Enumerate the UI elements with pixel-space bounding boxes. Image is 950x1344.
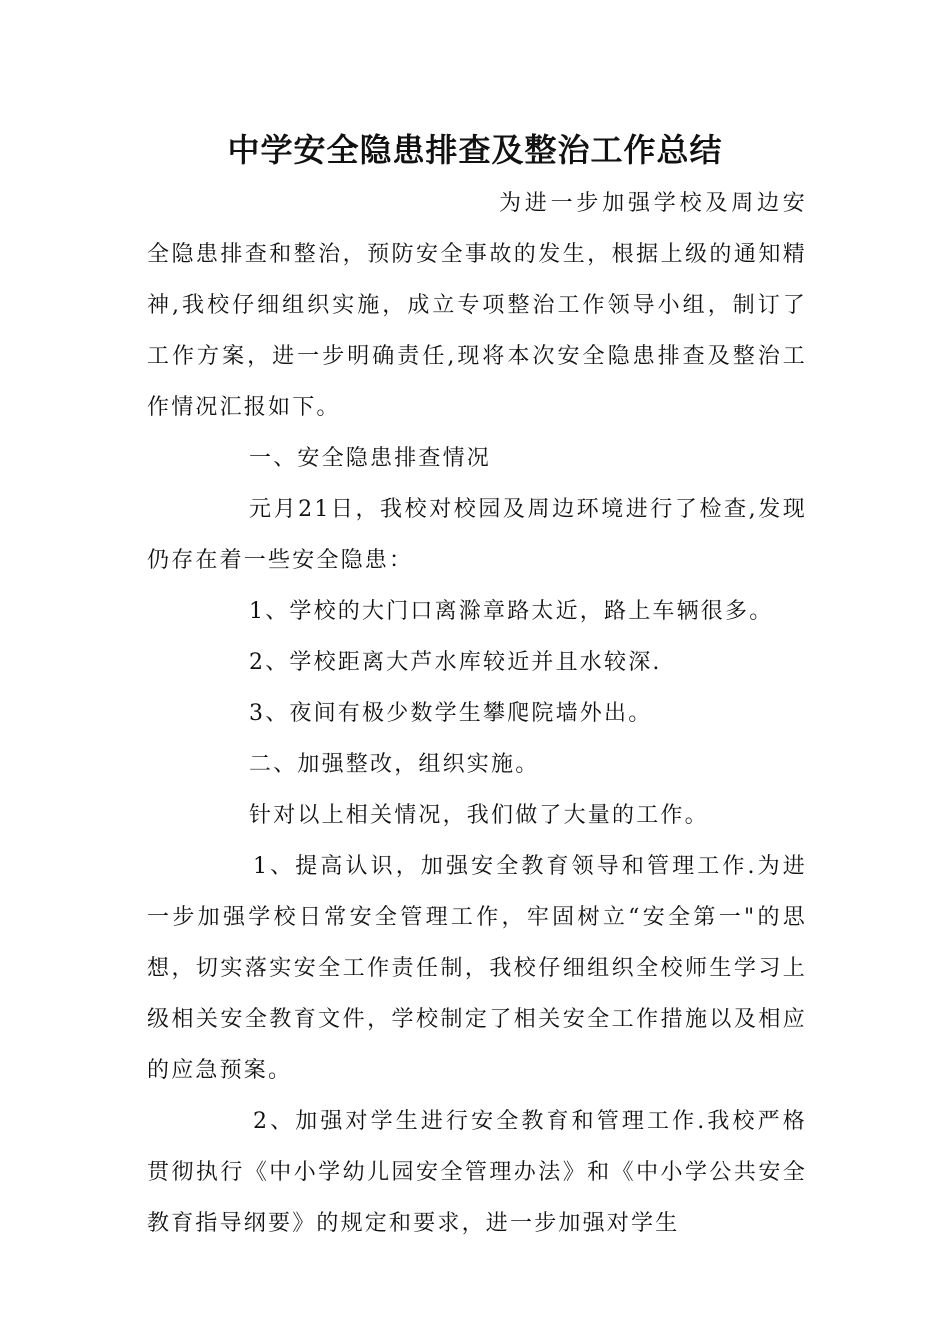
inspection-paragraph: 元月21日，我校对校园及周边环境进行了检查,发现仍存在着一些安全隐患： (147, 497, 807, 573)
section-heading-rectification: 二、加强整改，组织实施。 (249, 752, 540, 777)
hazard-item-2: 2、学校距离大芦水库较近并且水较深. (249, 650, 662, 675)
measure-paragraph-1: 1、提高认识，加强安全教育领导和管理工作.为进一步加强学校日常安全管理工作，牢固树立“安全第一"的思想，切实落实安全工作责任制，我校仔细组织全校师生学习上级相关安全教育文件，学校制定了相关安全工作措施以及相应的应急预案。 (147, 854, 807, 1083)
hazard-item-1: 1、学校的大门口离滁章路太近，路上车辆很多。 (249, 599, 774, 624)
hazard-item-3: 3、夜间有极少数学生攀爬院墙外出。 (249, 701, 653, 726)
document-title: 中学安全隐患排查及整治工作总结 (227, 131, 723, 169)
rectification-intro: 针对以上相关情况，我们做了大量的工作。 (249, 803, 709, 828)
intro-paragraph: 为进一步加强学校及周边安全隐患排查和整治，预防安全事故的发生，根据上级的通知精神,我校仔细组织实施，成立专项整治工作领导小组，制订了工作方案，进一步明确责任,现将本次安全隐患排查及整治工作情况汇报如下。 (147, 191, 807, 420)
document-body (147, 178, 807, 1249)
measure-paragraph-2: 2、加强对学生进行安全教育和管理工作.我校严格贯彻执行《中小学幼儿园安全管理办法》和《中小学公共安全教育指导纲要》的规定和要求，进一步加强对学生 (147, 1109, 807, 1236)
section-heading-inspection: 一、安全隐患排查情况 (249, 446, 492, 471)
